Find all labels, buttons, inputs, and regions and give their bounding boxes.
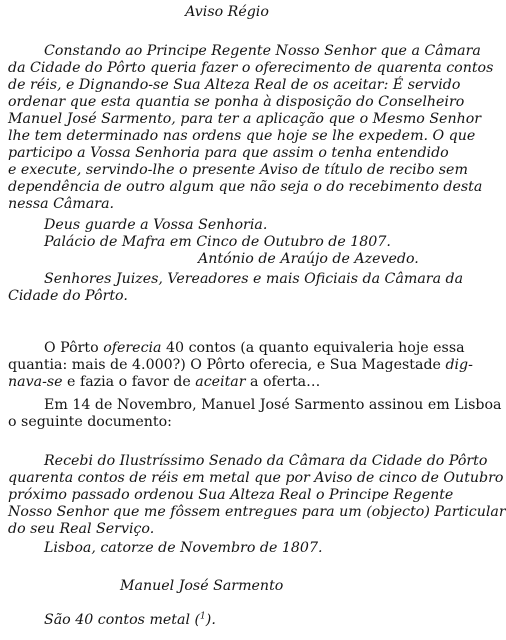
receipt-line: do seu Real Serviço.: [8, 521, 155, 537]
receipt-date: Lisboa, catorze de Novembro de 1807.: [44, 540, 323, 556]
receipt-line: próximo passado ordenou Sua Alteza Real o Principe Regente: [8, 487, 454, 503]
receipt-line: quarenta contos de réis em metal que por Aviso de cinco de Outubro: [8, 470, 504, 486]
commentary-line: o seguinte documento:: [8, 414, 172, 430]
commentary-line: Em 14 de Novembro, Manuel José Sarmento assinou em Lisboa: [44, 397, 502, 413]
aviso-line: Manuel José Sarmento, para ter a aplicação que o Mesmo Senhor: [8, 111, 482, 127]
footer-line: São 40 contos metal ($^1$).: [44, 611, 216, 628]
aviso-line: nessa Câmara.: [8, 196, 115, 212]
aviso-line: ordenar que esta quantia se ponha à disposição do Conselheiro: [8, 94, 465, 110]
aviso-line: e execute, servindo-lhe o presente Aviso de título de recibo sem: [8, 162, 468, 178]
aviso-line: de réis, e Dignando-se Sua Alteza Real de os aceitar: É servido: [8, 77, 461, 93]
aviso-line: participo a Vossa Senhoria para que assim o tenha entendido: [8, 145, 449, 161]
aviso-addressee: Cidade do Pôrto.: [8, 288, 128, 304]
receipt-line: Nosso Senhor que me fôssem entregues para um (objecto) Particular: [8, 504, 506, 520]
aviso-addressee: Senhores Juizes, Vereadores e mais Oficiais da Câmara da: [44, 271, 464, 287]
aviso-line: dependência de outro algum que não seja o do recebimento desta: [8, 179, 483, 195]
footnote-marker: 1: [200, 611, 206, 622]
commentary-line: nava-se e fazia o favor de aceitar a oferta…: [8, 374, 321, 390]
commentary-line: O Pôrto oferecia 40 contos (a quanto equivaleria hoje essa: [44, 340, 465, 356]
aviso-signature: António de Araújo de Azevedo.: [198, 251, 419, 267]
aviso-greeting: Deus guarde a Vossa Senhoria.: [44, 217, 268, 233]
commentary-line: quantia: mais de 4.000?) O Pôrto oferecia, e Sua Magestade dig-: [8, 357, 473, 373]
aviso-place-date: Palácio de Mafra em Cinco de Outubro de 1807.: [44, 234, 391, 250]
document-title: Aviso Régio: [185, 4, 269, 20]
receipt-line: Recebi do Ilustríssimo Senado da Câmara da Cidade do Pôrto: [44, 453, 488, 469]
aviso-line: Constando ao Principe Regente Nosso Senhor que a Câmara: [44, 43, 481, 59]
aviso-line: lhe tem determinado nas ordens que hoje se lhe expedem. O que: [8, 128, 476, 144]
receipt-signature: Manuel José Sarmento: [120, 578, 284, 594]
aviso-line: da Cidade do Pôrto queria fazer o oferecimento de quarenta contos: [8, 60, 494, 76]
